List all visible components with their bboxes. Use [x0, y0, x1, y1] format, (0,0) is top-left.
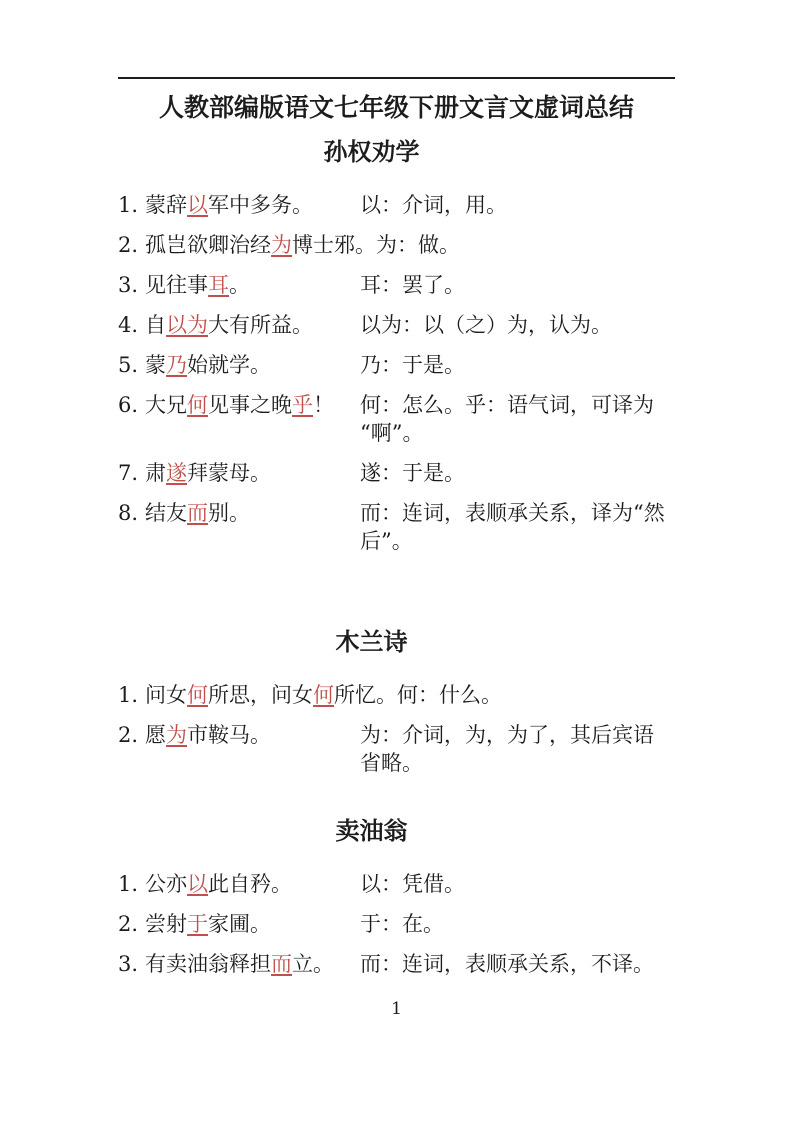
- highlighted-particle: 以: [187, 193, 209, 217]
- entry-number: 4.: [118, 313, 139, 337]
- entry-explanation: 乃：于是。: [360, 353, 465, 377]
- entry-sentence: [118, 191, 360, 219]
- entry-row: [118, 910, 675, 938]
- entry-number: 2.: [118, 233, 139, 257]
- entry-sentence: [118, 950, 360, 978]
- highlighted-particle: 于: [187, 912, 209, 936]
- entry-row: [118, 271, 675, 299]
- highlighted-particle: 为: [166, 723, 188, 747]
- entry-row: [118, 231, 675, 259]
- sentence-text: 别。: [208, 501, 251, 525]
- section-heading: 卖油翁: [335, 816, 408, 845]
- sentence-text: 大兄: [145, 393, 188, 417]
- sentence-text: 所忆。: [334, 683, 398, 707]
- entry-explanation: 以为：以（之）为，认为。: [360, 313, 612, 337]
- entry-number: 7.: [118, 461, 139, 485]
- section-heading: 木兰诗: [335, 627, 408, 656]
- entry-explanation: 何：怎么。乎：语气词，可译为 “啊”。: [360, 393, 654, 445]
- section-rows: [118, 870, 675, 978]
- entry-number: 1.: [118, 193, 139, 217]
- entry-explanation: 而：连词，表顺承关系，译为“然 后”。: [360, 501, 665, 553]
- sentence-text: 尝射: [145, 912, 188, 936]
- sentence-text: 愿: [145, 723, 167, 747]
- entry-explanation: 于：在。: [360, 912, 444, 936]
- highlighted-particle: 耳: [208, 273, 230, 297]
- entry-sentence: [118, 499, 360, 527]
- entry-number: 1.: [118, 872, 139, 896]
- sentence-text: 所思，问女: [208, 683, 314, 707]
- sentence-text: 见事之晚: [208, 393, 293, 417]
- sentence-text: 公亦: [145, 872, 188, 896]
- entry-sentence: [118, 870, 360, 898]
- entry-row: [118, 459, 675, 487]
- entry-row: [118, 681, 675, 709]
- entry-explanation: 以：介词，用。: [360, 193, 507, 217]
- sentence-text: 结友: [145, 501, 188, 525]
- sentence-text: 大有所益。: [208, 313, 314, 337]
- entry-row: [118, 311, 675, 339]
- entry-row: [118, 191, 675, 219]
- entry-row: [118, 950, 675, 978]
- entry-sentence: [118, 721, 360, 749]
- section-rows: [118, 191, 675, 555]
- section: [118, 135, 675, 555]
- entry-number: 3.: [118, 273, 139, 297]
- entry-sentence: [118, 311, 360, 339]
- section-heading: 孙权劝学: [323, 137, 420, 166]
- highlighted-particle: 何: [187, 393, 209, 417]
- sentence-text: 军中多务。: [208, 193, 314, 217]
- entry-number: 5.: [118, 353, 139, 377]
- sentence-text: 始就学。: [187, 353, 272, 377]
- entry-explanation: 为：介词，为，为了，其后宾语 省略。: [360, 723, 654, 775]
- sentence-text: 肃: [145, 461, 167, 485]
- highlighted-particle: 乎: [292, 393, 314, 417]
- entry-number: 6.: [118, 393, 139, 417]
- sentence-text: 博士邪。: [292, 233, 377, 257]
- entry-number: 1.: [118, 683, 139, 707]
- section: [118, 814, 675, 978]
- entry-row: [118, 499, 675, 555]
- entry-explanation: 遂：于是。: [360, 461, 465, 485]
- sentence-text: 有卖油翁释担: [145, 952, 272, 976]
- entry-sentence: [118, 459, 360, 487]
- header-rule: [118, 77, 675, 79]
- entry-row: [118, 870, 675, 898]
- highlighted-particle: 以为: [166, 313, 209, 337]
- entry-sentence: [118, 910, 360, 938]
- highlighted-particle: 而: [271, 952, 293, 976]
- sentence-text: 蒙辞: [145, 193, 188, 217]
- sentence-text: 见往事: [145, 273, 209, 297]
- sentence-text: ！: [313, 393, 335, 417]
- sentence-text: 孤岂欲卿治经: [145, 233, 272, 257]
- highlighted-particle: 何: [187, 683, 209, 707]
- sentence-text: 拜蒙母。: [187, 461, 272, 485]
- page-title: 人教部编版语文七年级下册文言文虚词总结: [158, 93, 634, 122]
- highlighted-particle: 为: [271, 233, 293, 257]
- entry-number: 8.: [118, 501, 139, 525]
- entry-sentence: [118, 681, 397, 709]
- highlighted-particle: 而: [187, 501, 209, 525]
- sentence-text: 蒙: [145, 353, 167, 377]
- sentence-text: 市鞍马。: [187, 723, 272, 747]
- entry-row: [118, 391, 675, 447]
- sentence-text: 。: [229, 273, 251, 297]
- highlighted-particle: 何: [313, 683, 335, 707]
- entry-row: [118, 721, 675, 777]
- sections: [118, 135, 675, 978]
- sentence-text: 此自矜。: [208, 872, 293, 896]
- sentence-text: 立。: [292, 952, 335, 976]
- entry-explanation: 而：连词，表顺承关系，不译。: [360, 952, 654, 976]
- highlighted-particle: 遂: [166, 461, 188, 485]
- sentence-text: 家圃。: [208, 912, 272, 936]
- section-rows: [118, 681, 675, 777]
- entry-sentence: [118, 391, 360, 419]
- section: [118, 625, 675, 777]
- highlighted-particle: 乃: [166, 353, 188, 377]
- entry-sentence: [118, 231, 376, 259]
- sentence-text: 问女: [145, 683, 188, 707]
- entry-sentence: [118, 271, 360, 299]
- entry-number: 2.: [118, 723, 139, 747]
- entry-explanation: 以：凭借。: [360, 872, 465, 896]
- entry-number: 3.: [118, 952, 139, 976]
- entry-explanation: 为：做。: [376, 233, 461, 257]
- highlighted-particle: 以: [187, 872, 209, 896]
- entry-number: 2.: [118, 912, 139, 936]
- entry-row: [118, 351, 675, 379]
- page-number: 1: [391, 999, 402, 1019]
- entry-explanation: 耳：罢了。: [360, 273, 465, 297]
- entry-explanation: 何：什么。: [397, 683, 503, 707]
- entry-sentence: [118, 351, 360, 379]
- sentence-text: 自: [145, 313, 167, 337]
